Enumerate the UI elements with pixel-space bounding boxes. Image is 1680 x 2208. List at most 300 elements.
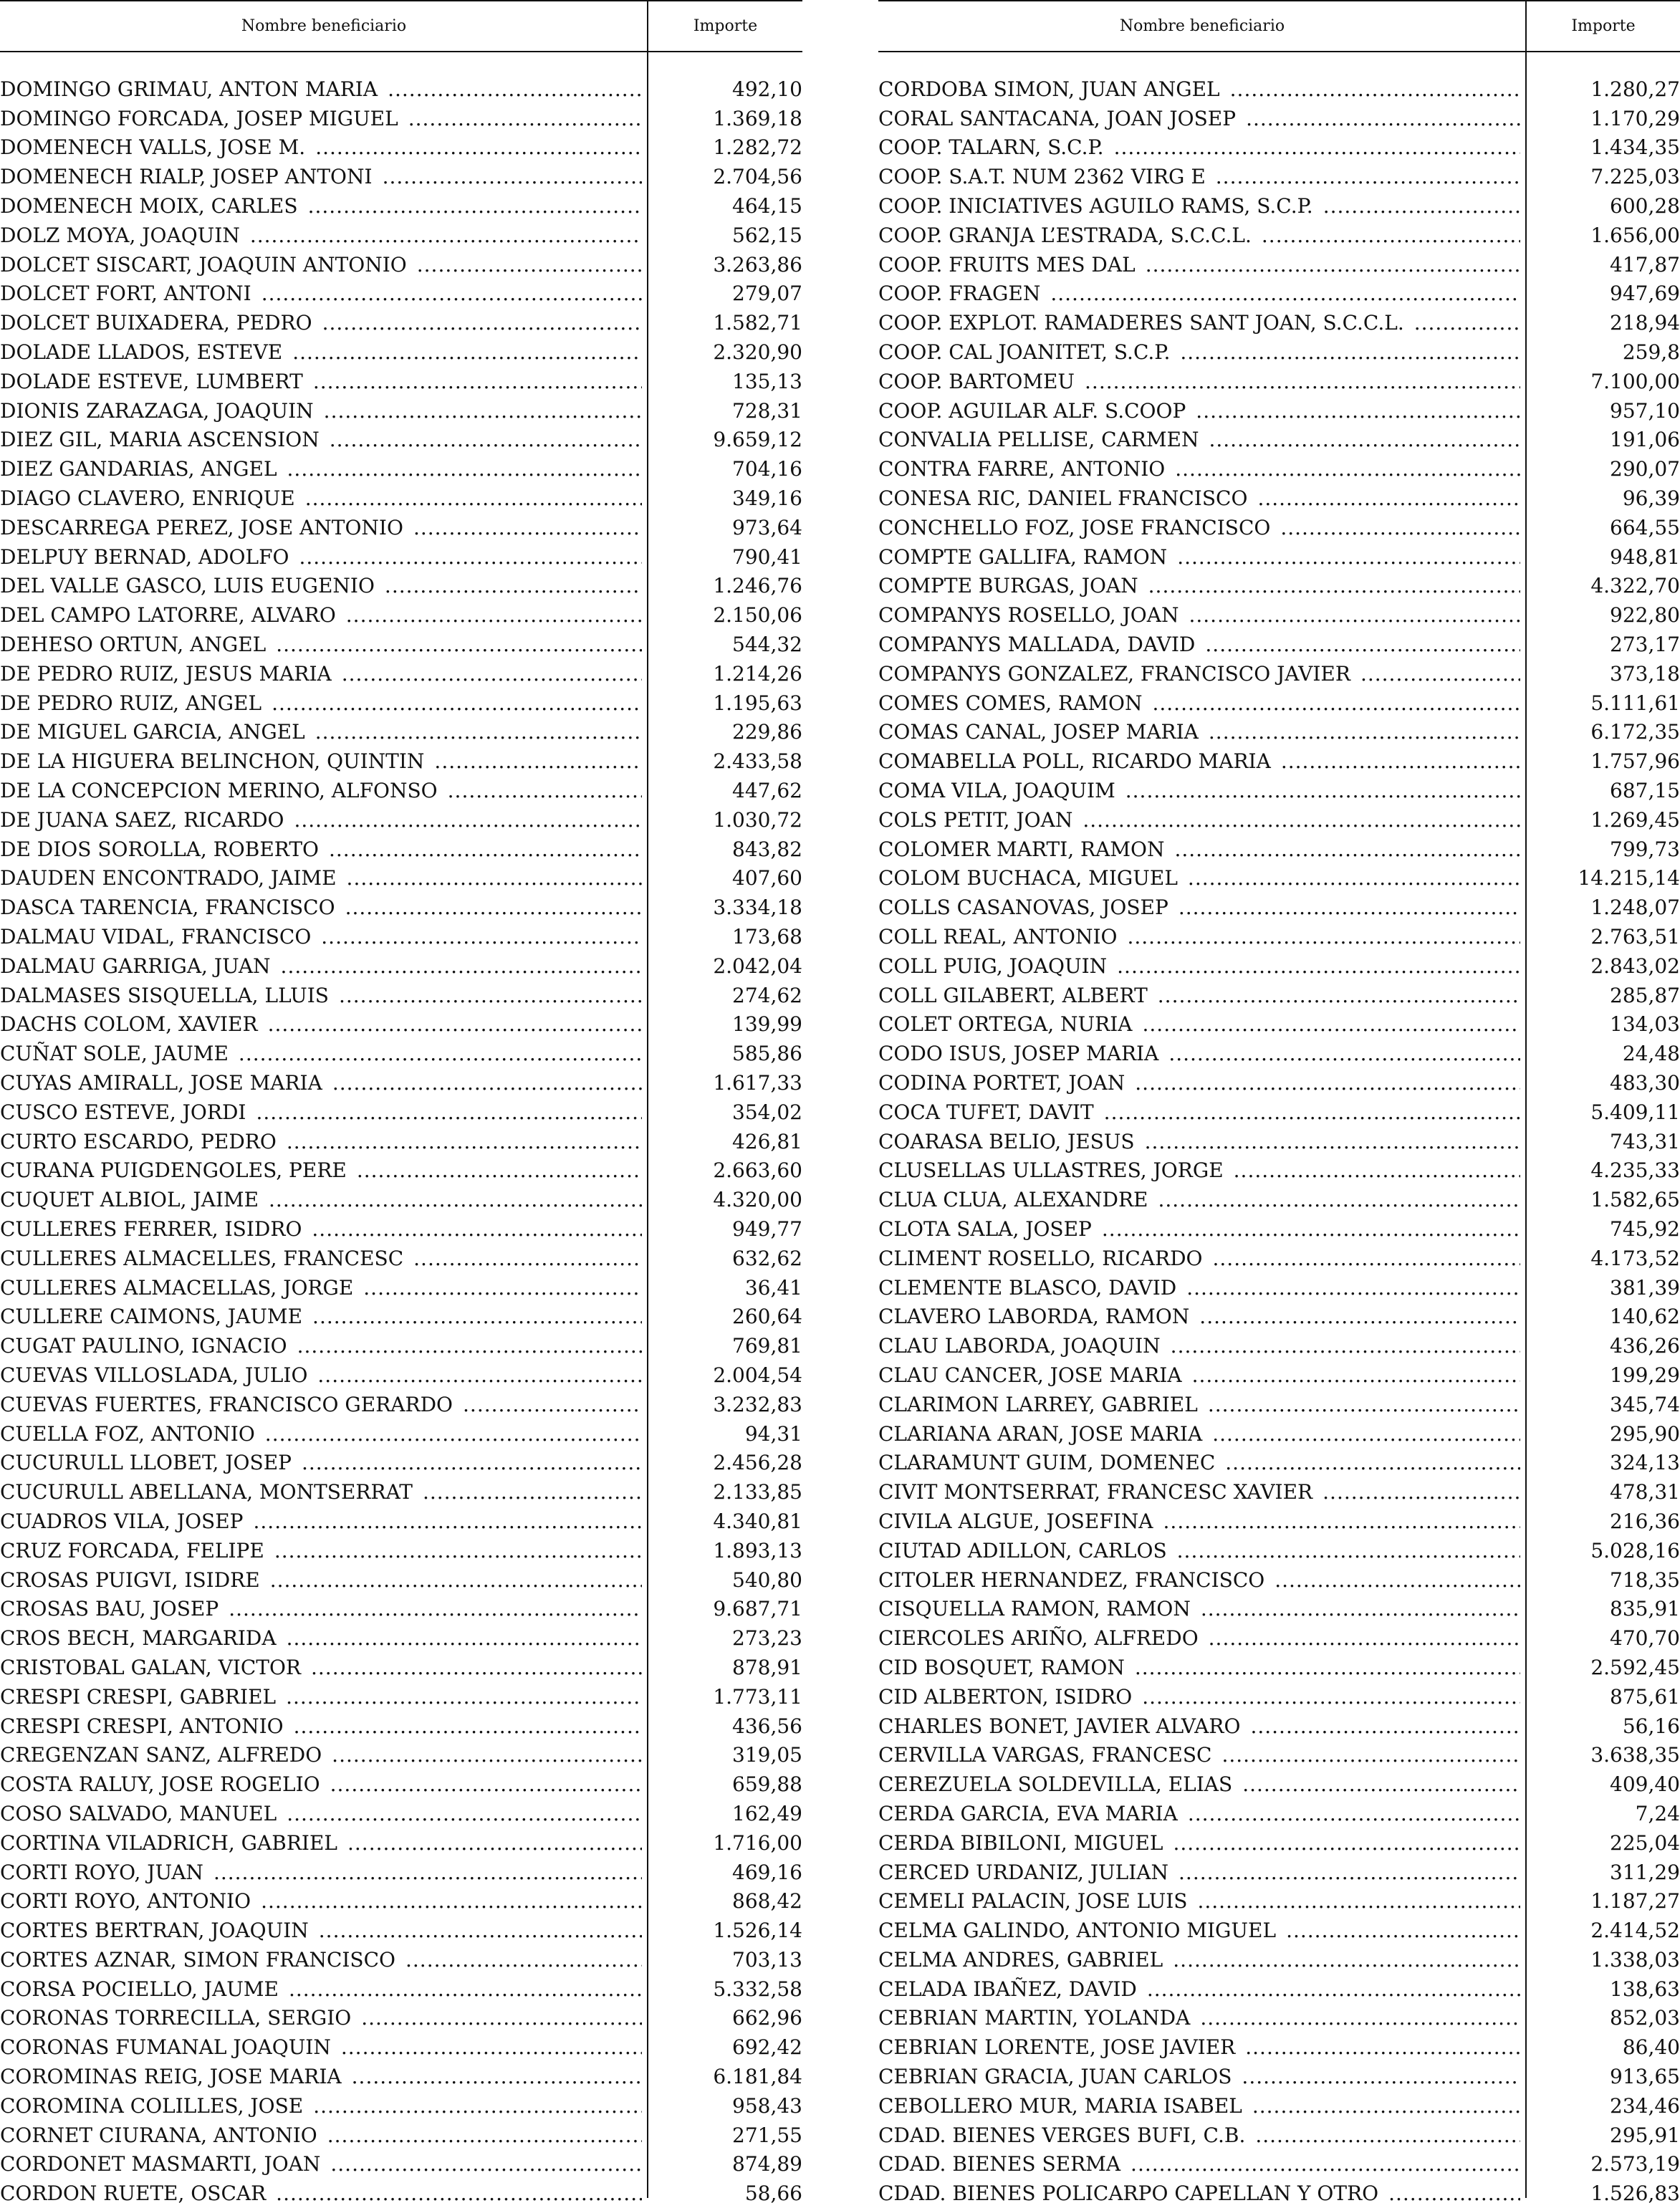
beneficiary-name-cell (0, 896, 643, 919)
amount-value: 1.187,27 (1590, 1889, 1680, 1914)
dot-leader (1275, 1568, 1520, 1592)
beneficiary-name: DACHS COLOM, XAVIER (0, 1012, 258, 1037)
dot-leader (342, 662, 642, 686)
table-row (878, 1010, 1680, 1040)
amount-value: 4.235,33 (1590, 1158, 1680, 1183)
amount-value: 2.573,19 (1590, 2152, 1680, 2176)
beneficiary-name: CHARLES BONET, JAVIER ALVARO (878, 1714, 1241, 1738)
dot-leader (287, 1130, 642, 1153)
amount-value: 949,77 (732, 1216, 802, 1241)
amount-value: 687,15 (1610, 779, 1680, 803)
table-row (878, 659, 1680, 688)
amount-value: 1.773,11 (713, 1684, 802, 1709)
table-row (878, 2121, 1680, 2150)
table-row (878, 426, 1680, 455)
dot-leader (1255, 2123, 1520, 2147)
beneficiary-name-cell (878, 2035, 1522, 2059)
amount-value: 86,40 (1622, 2035, 1680, 2060)
table-row (878, 1565, 1680, 1595)
amount-value: 1.214,26 (713, 661, 802, 686)
beneficiary-name-cell (0, 399, 643, 423)
table-row (0, 922, 802, 951)
dot-leader (270, 1568, 642, 1592)
dot-leader (272, 691, 642, 715)
amount-value: 319,05 (732, 1743, 802, 1767)
beneficiary-name: COMPANYS GONZALEZ, FRANCISCO JAVIER (878, 661, 1350, 686)
beneficiary-name-cell (0, 1597, 643, 1621)
dot-leader (413, 1247, 642, 1270)
dot-leader (345, 896, 642, 919)
table-header (0, 0, 802, 52)
beneficiary-name-cell (0, 194, 643, 218)
beneficiary-name-cell (878, 516, 1522, 539)
table-row (0, 600, 802, 630)
beneficiary-name: CORDONET MASMARTI, JOAN (0, 2152, 321, 2176)
amount-value: 6.181,84 (713, 2065, 802, 2089)
table-row (0, 1302, 802, 1331)
amount-value: 743,31 (1610, 1129, 1680, 1153)
amount-value: 1.195,63 (713, 691, 802, 715)
dot-leader (1142, 1685, 1520, 1709)
beneficiary-name: CONTRA FARRE, ANTONIO (878, 457, 1166, 481)
table-row (0, 1448, 802, 1477)
amount-value: 354,02 (732, 1100, 802, 1124)
dot-leader (276, 2181, 642, 2205)
dot-leader (423, 1480, 642, 1504)
beneficiary-name: DE JUANA SAEZ, RICARDO (0, 807, 284, 832)
beneficiary-name: DALMASES SISQUELLA, LLUIS (0, 983, 329, 1007)
table-row (0, 1945, 802, 1974)
beneficiary-name-cell (878, 1276, 1522, 1300)
dot-leader (1257, 486, 1520, 510)
beneficiary-name-cell (878, 866, 1522, 890)
amount-value: 2.414,52 (1590, 1919, 1680, 1943)
beneficiary-name-cell (0, 2006, 643, 2030)
beneficiary-name: CROSAS BAU, JOSEP (0, 1597, 219, 1621)
dot-leader (448, 779, 642, 802)
dot-leader (1212, 1422, 1520, 1446)
beneficiary-name: COMA VILA, JOAQUIM (878, 779, 1115, 803)
beneficiary-name-cell (0, 1422, 643, 1446)
dot-leader (1246, 107, 1520, 130)
table-row (878, 835, 1680, 864)
beneficiary-name: CROS BECH, MARGARIDA (0, 1626, 277, 1651)
amount-value: 135,13 (732, 369, 802, 393)
amount-value: 1.582,65 (1590, 1188, 1680, 1212)
beneficiary-name-cell (878, 1130, 1522, 1153)
dot-leader (1216, 165, 1520, 188)
amount-value: 1.582,71 (713, 311, 802, 335)
beneficiary-name-cell (0, 1217, 643, 1241)
amount-value: 24,48 (1622, 1042, 1680, 1066)
amount-value: 1.030,72 (713, 807, 802, 832)
beneficiary-name-cell (878, 1188, 1522, 1211)
amount-value: 4.340,81 (713, 1509, 802, 1533)
beneficiary-name-cell (878, 1772, 1522, 1796)
dot-leader (1135, 1071, 1520, 1095)
table-row (0, 1156, 802, 1185)
beneficiary-name-cell (0, 1480, 643, 1504)
amount-value: 4.320,00 (713, 1188, 802, 1212)
beneficiary-name: COMPTE GALLIFA, RAMON (878, 544, 1168, 569)
amount-value: 728,31 (732, 398, 802, 423)
table-row (878, 1974, 1680, 2004)
dot-leader (1209, 428, 1520, 451)
beneficiary-name: COLOM BUCHACA, MIGUEL (878, 866, 1178, 891)
dot-leader (1125, 779, 1520, 802)
dot-leader (388, 77, 642, 101)
table-row (0, 2032, 802, 2062)
dot-leader (308, 194, 642, 218)
beneficiary-name: COOP. INICIATIVES AGUILO RAMS, S.C.P. (878, 194, 1313, 219)
amount-value: 868,42 (732, 1889, 802, 1914)
beneficiary-name-cell (0, 545, 643, 569)
table-row (878, 1916, 1680, 1945)
beneficiary-name: COLL PUIG, JOAQUIN (878, 954, 1108, 978)
amount-value: 94,31 (744, 1421, 802, 1446)
beneficiary-name: DELPUY BERNAD, ADOLFO (0, 544, 289, 569)
table-row (0, 1974, 802, 2004)
beneficiary-name-cell (878, 311, 1522, 335)
dot-leader (265, 1422, 642, 1446)
beneficiary-name-cell (878, 720, 1522, 744)
beneficiary-name-cell (0, 1393, 643, 1416)
dot-leader (1213, 1247, 1521, 1270)
beneficiary-name-cell (0, 516, 643, 539)
beneficiary-name: CROSAS PUIGVI, ISIDRE (0, 1568, 260, 1592)
amount-value: 1.338,03 (1590, 1947, 1680, 1972)
beneficiary-name-cell (0, 1363, 643, 1387)
beneficiary-name-cell (878, 2094, 1522, 2118)
beneficiary-name: CERDA GARCIA, EVA MARIA (878, 1801, 1178, 1825)
dot-leader (313, 2094, 642, 2118)
table-row (0, 1565, 802, 1595)
beneficiary-name: DOLCET FORT, ANTONI (0, 282, 251, 306)
amount-value: 324,13 (1610, 1451, 1680, 1475)
beneficiary-name: CODO ISUS, JOSEP MARIA (878, 1042, 1159, 1066)
beneficiary-name-cell (0, 428, 643, 451)
dot-leader (1245, 2035, 1520, 2059)
beneficiary-name-cell (0, 2065, 643, 2088)
amount-value: 36,41 (744, 1275, 802, 1300)
beneficiary-name-cell (878, 2065, 1522, 2088)
beneficiary-name-cell (0, 77, 643, 101)
table-row (878, 337, 1680, 367)
dot-leader (330, 1772, 642, 1796)
amount-value: 285,87 (1610, 983, 1680, 1007)
table-body (878, 75, 1680, 2208)
dot-leader (1175, 457, 1520, 481)
beneficiary-name: CDAD. BIENES SERMA (878, 2152, 1121, 2176)
beneficiary-name-cell (878, 1217, 1522, 1241)
beneficiary-name: CORSA POCIELLO, JAUME (0, 1977, 279, 2001)
beneficiary-name: COOP. CAL JOANITET, S.C.P. (878, 340, 1171, 365)
beneficiary-name-cell (878, 2152, 1522, 2176)
table-row (0, 835, 802, 864)
amount-value: 2.843,02 (1590, 954, 1680, 978)
beneficiary-name-cell (878, 1919, 1522, 1942)
table-row (878, 367, 1680, 396)
amount-value: 349,16 (732, 486, 802, 511)
amount-value: 218,94 (1610, 311, 1680, 335)
beneficiary-name-cell (878, 1334, 1522, 1358)
table-row (0, 1068, 802, 1098)
beneficiary-name: DE DIOS SOROLLA, ROBERTO (0, 837, 319, 861)
dot-leader (269, 1188, 642, 1211)
beneficiary-name-cell (878, 1451, 1522, 1474)
amount-value: 9.659,12 (713, 428, 802, 452)
dot-leader (1173, 1948, 1520, 1972)
beneficiary-name: CLEMENTE BLASCO, DAVID (878, 1275, 1177, 1300)
dot-leader (339, 984, 642, 1007)
dot-leader (297, 1334, 642, 1358)
beneficiary-name-cell (878, 1100, 1522, 1124)
beneficiary-name-cell (0, 2094, 643, 2118)
amount-value: 922,80 (1610, 603, 1680, 628)
dot-leader (213, 1861, 642, 1884)
amount-value: 290,07 (1610, 457, 1680, 481)
dot-leader (287, 1802, 642, 1825)
beneficiary-name-cell (0, 720, 643, 744)
header-amount: Importe (693, 17, 758, 35)
table-row (0, 426, 802, 455)
beneficiary-name-cell (0, 1130, 643, 1153)
beneficiary-name: COSTA RALUY, JOSE ROGELIO (0, 1772, 320, 1797)
beneficiary-name-cell (0, 2035, 643, 2059)
amount-value: 664,55 (1610, 515, 1680, 539)
dot-leader (1199, 1305, 1520, 1328)
dot-leader (1200, 2006, 1520, 2030)
beneficiary-name: CUQUET ALBIOL, JAIME (0, 1188, 259, 1212)
dot-leader (289, 1977, 642, 2001)
dot-leader (1171, 1334, 1520, 1358)
beneficiary-name-cell (878, 662, 1522, 686)
table-row (878, 1886, 1680, 1916)
amount-value: 492,10 (732, 77, 802, 101)
table-row (878, 718, 1680, 747)
dot-leader (1180, 340, 1520, 364)
beneficiary-name-cell (0, 1042, 643, 1065)
beneficiary-name-cell (0, 135, 643, 159)
amount-value: 199,29 (1610, 1363, 1680, 1387)
beneficiary-name: DOMINGO GRIMAU, ANTON MARIA (0, 77, 378, 101)
table-row (0, 864, 802, 893)
dot-leader (385, 574, 642, 597)
amount-value: 2.456,28 (713, 1451, 802, 1475)
beneficiary-name-cell (878, 224, 1522, 247)
beneficiary-name-cell (878, 896, 1522, 919)
beneficiary-name: COMABELLA POLL, RICARDO MARIA (878, 749, 1271, 774)
dot-leader (1189, 603, 1520, 627)
dot-leader (1250, 1714, 1520, 1738)
dot-leader (250, 224, 642, 247)
dot-leader (332, 1743, 642, 1767)
dot-leader (1083, 808, 1520, 832)
table-row (878, 2004, 1680, 2033)
table-row (878, 1477, 1680, 1507)
beneficiary-name-cell (0, 925, 643, 949)
dot-leader (1146, 253, 1520, 277)
beneficiary-name-cell (0, 1100, 643, 1124)
beneficiary-name-cell (878, 2181, 1522, 2205)
beneficiary-name-cell (878, 1831, 1522, 1855)
beneficiary-name: CORONAS TORRECILLA, SERGIO (0, 2006, 352, 2030)
dot-leader (1117, 954, 1520, 978)
beneficiary-name: DOLADE ESTEVE, LUMBERT (0, 369, 303, 393)
beneficiary-name: CLAVERO LABORDA, RAMON (878, 1305, 1190, 1329)
beneficiary-name-cell (0, 1334, 643, 1358)
beneficiary-name: CULLERE CAIMONS, JAUME (0, 1305, 303, 1329)
amount-value: 1.280,27 (1590, 77, 1680, 101)
amount-value: 2.663,60 (713, 1158, 802, 1183)
table-row (878, 191, 1680, 221)
dot-leader (1177, 1539, 1520, 1563)
table-row (878, 1448, 1680, 1477)
beneficiary-name-cell (878, 1247, 1522, 1270)
beneficiary-name-cell (878, 1393, 1522, 1416)
beneficiary-name: DIONIS ZARAZAGA, JOAQUIN (0, 398, 314, 423)
beneficiary-name-cell (878, 1422, 1522, 1446)
amount-value: 409,40 (1610, 1772, 1680, 1797)
amount-value: 3.334,18 (713, 896, 802, 920)
amount-value: 7.100,00 (1590, 369, 1680, 393)
amount-value: 259,8 (1622, 340, 1680, 365)
beneficiary-name-cell (878, 2006, 1522, 2030)
beneficiary-name-cell (878, 1480, 1522, 1504)
beneficiary-name-cell (0, 282, 643, 305)
beneficiary-name: CORONAS FUMANAL JOAQUIN (0, 2035, 331, 2060)
dot-leader (1147, 1977, 1520, 2001)
dot-leader (1262, 224, 1520, 247)
table-row (878, 1507, 1680, 1536)
amount-value: 2.704,56 (713, 165, 802, 189)
dot-leader (1114, 135, 1520, 159)
table-row (0, 893, 802, 922)
table-row (0, 1360, 802, 1390)
beneficiary-name-cell (0, 1509, 643, 1533)
amount-value: 14.215,14 (1578, 866, 1680, 891)
amount-value: 878,91 (732, 1655, 802, 1679)
dot-leader (1323, 1480, 1520, 1504)
beneficiary-name-cell (878, 1305, 1522, 1328)
table-row (0, 688, 802, 718)
amount-value: 958,43 (732, 2093, 802, 2118)
dot-leader (302, 1451, 642, 1474)
beneficiary-name: DEL CAMPO LATORRE, ALVARO (0, 603, 336, 628)
table-row (878, 2091, 1680, 2121)
dot-leader (313, 370, 642, 393)
beneficiary-name: COLL REAL, ANTONIO (878, 925, 1118, 949)
table-row (878, 133, 1680, 163)
beneficiary-name: COOP. AGUILAR ALF. S.COOP (878, 398, 1186, 423)
amount-value: 2.133,85 (713, 1480, 802, 1504)
dot-leader (1104, 1100, 1520, 1124)
beneficiary-name: DIEZ GANDARIAS, ANGEL (0, 457, 277, 481)
dot-leader (1388, 2181, 1520, 2205)
dot-leader (1148, 574, 1520, 597)
beneficiary-name: DE PEDRO RUIZ, JESUS MARIA (0, 661, 332, 686)
amount-value: 2.004,54 (713, 1363, 802, 1387)
beneficiary-name: COLL GILABERT, ALBERT (878, 983, 1148, 1007)
beneficiary-name-cell (0, 1977, 643, 2001)
dot-leader (383, 165, 642, 188)
beneficiary-name-cell (878, 1861, 1522, 1884)
beneficiary-name-cell (878, 135, 1522, 159)
beneficiary-name-cell (0, 1919, 643, 1942)
table-row (878, 1098, 1680, 1127)
amount-value: 483,30 (1610, 1070, 1680, 1095)
beneficiary-name-cell (878, 779, 1522, 802)
dot-leader (1221, 1743, 1520, 1767)
dot-leader (1163, 1509, 1520, 1533)
beneficiary-name: CRESPI CRESPI, ANTONIO (0, 1714, 284, 1738)
table-row (0, 1039, 802, 1068)
dot-leader (1152, 691, 1520, 715)
amount-value: 345,74 (1610, 1392, 1680, 1416)
beneficiary-name-cell (878, 1656, 1522, 1679)
beneficiary-name-cell (0, 1539, 643, 1563)
amount-value: 279,07 (732, 282, 802, 306)
amount-value: 835,91 (1610, 1597, 1680, 1621)
dot-leader (1242, 2065, 1520, 2088)
beneficiary-name: CLARIANA ARAN, JOSE MARIA (878, 1421, 1203, 1446)
beneficiary-name: CURANA PUIGDENGOLES, PERE (0, 1158, 347, 1183)
beneficiary-name: CIVILA ALGUE, JOSEFINA (878, 1509, 1153, 1533)
table-row (0, 133, 802, 163)
amount-value: 2.763,51 (1590, 925, 1680, 949)
table-row (0, 367, 802, 396)
dot-leader (299, 545, 642, 569)
table-row (0, 1828, 802, 1858)
dot-leader (1168, 1042, 1520, 1065)
amount-value: 139,99 (732, 1012, 802, 1037)
beneficiary-name: COCA TUFET, DAVIT (878, 1100, 1094, 1124)
table-row (878, 1273, 1680, 1302)
table-row (0, 191, 802, 221)
amount-value: 274,62 (732, 983, 802, 1007)
dot-leader (1197, 1889, 1520, 1913)
table-row (0, 2091, 802, 2121)
amount-value: 1.617,33 (713, 1070, 802, 1095)
amount-value: 3.232,83 (713, 1392, 802, 1416)
beneficiary-name-cell (878, 107, 1522, 130)
amount-value: 540,80 (732, 1568, 802, 1592)
beneficiary-name-cell (0, 603, 643, 627)
amount-value: 138,63 (1610, 1977, 1680, 2001)
amount-value: 216,36 (1610, 1509, 1680, 1533)
beneficiary-name: COLOMER MARTI, RAMON (878, 837, 1165, 861)
beneficiary-name: DAUDEN ENCONTRADO, JAIME (0, 866, 337, 891)
beneficiary-name-cell (0, 574, 643, 597)
dot-leader (1145, 1130, 1520, 1153)
beneficiary-name: COOP. FRUITS MES DAL (878, 252, 1136, 277)
beneficiary-name: DE PEDRO RUIZ, ANGEL (0, 691, 262, 715)
dot-leader (1414, 311, 1520, 335)
beneficiary-name-cell (878, 1042, 1522, 1065)
dot-leader (1192, 1363, 1520, 1387)
beneficiary-name-cell (878, 253, 1522, 277)
beneficiary-name-cell (878, 545, 1522, 569)
table-row (878, 484, 1680, 513)
amount-value: 5.409,11 (1590, 1100, 1680, 1124)
amount-value: 273,23 (732, 1626, 802, 1651)
table-row (0, 1419, 802, 1449)
dot-leader (434, 749, 642, 773)
dot-leader (1188, 1802, 1520, 1825)
dot-leader (1280, 516, 1520, 539)
beneficiary-name: CULLERES ALMACELLES, FRANCESC (0, 1246, 404, 1270)
amount-value: 1.269,45 (1590, 807, 1680, 832)
